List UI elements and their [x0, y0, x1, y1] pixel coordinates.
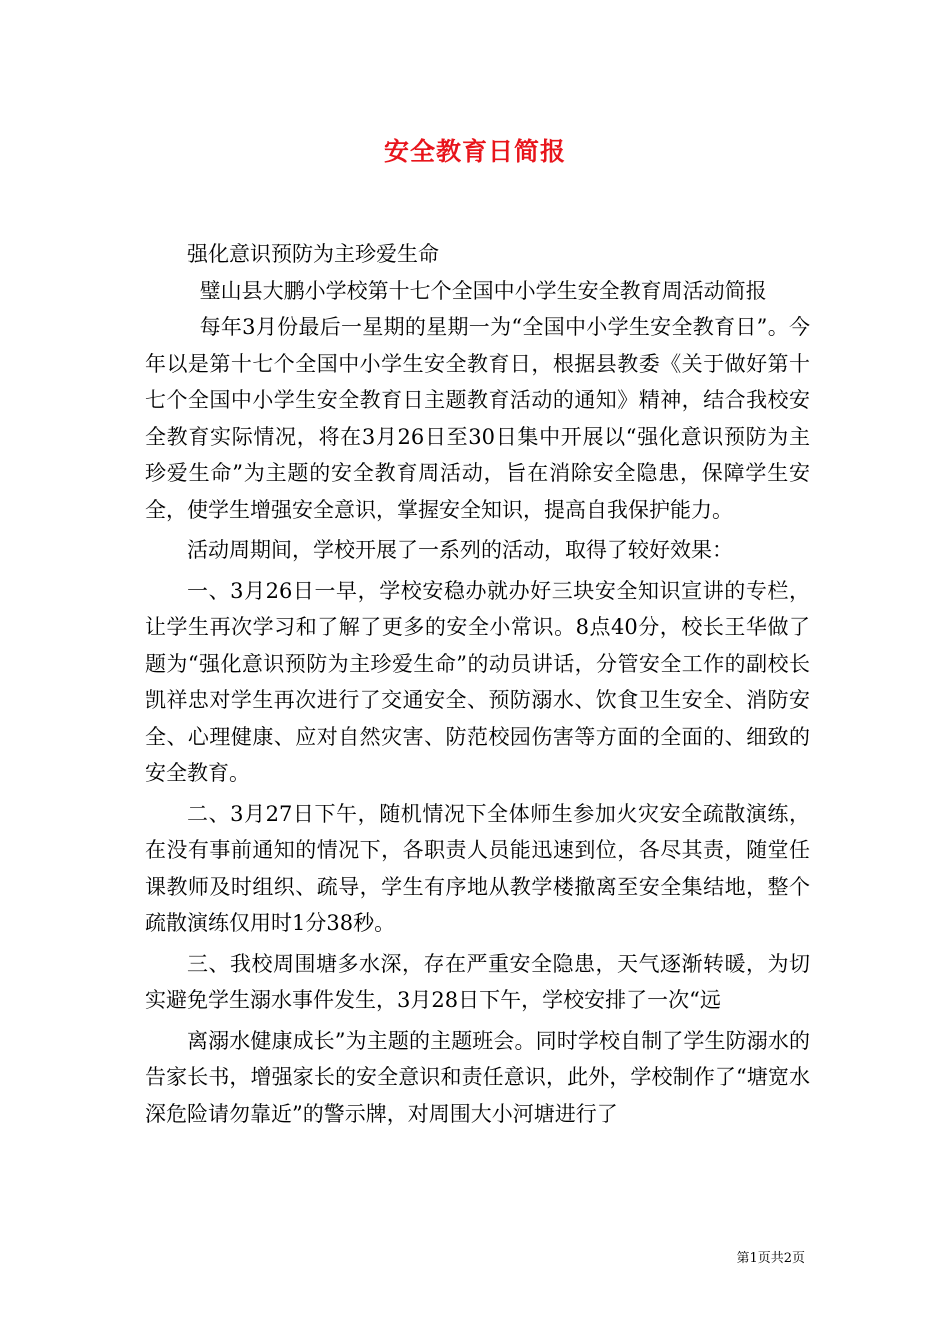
page-number: 第1页共2页 [736, 1251, 805, 1266]
report-heading: 璧山县大鹏小学校第十七个全国中小学生安全教育周活动简报 [199, 278, 767, 303]
paragraph-intro: 每年3月份最后一星期的星期一为“全国中小学生安全教育日”。今年以是第十七个全国中小学生安全教育日，根据县教委《关于做好第十七个全国中小学生安全教育日主题教育活动的通知》精神，结合我校安全教育实际情况，将在3月26日至30日集中开展以“强化意识预防为主珍爱生命”为主题的安全教育周活动，旨在消除安全隐患，保障学生安全，使学生增强安全意识，掌握安全知识，提高自我保护能力。 [145, 315, 810, 522]
paragraph-item-three: 三、我校周围塘多水深，存在严重安全隐患，天气逐渐转暖，为切实避免学生溺水事件发生，3月28日下午，学校安排了一次“远 [145, 951, 810, 1012]
paragraph-summary: 活动周期间，学校开展了一系列的活动，取得了较好效果： [187, 538, 733, 562]
subtitle-line: 强化意识预防为主珍爱生命 [187, 242, 439, 266]
document-title: 安全教育日简报 [383, 137, 566, 166]
paragraph-continuation: 离溺水健康成长”为主题的主题班会。同时学校自制了学生防溺水的告家长书，增强家长的安全意识和责任意识，此外，学校制作了“塘宽水深危险请勿靠近”的警示牌，对周围大小河塘进行了 [145, 1028, 810, 1126]
document-body [145, 236, 810, 1132]
paragraph-item-two: 二、3月27日下午，随机情况下全体师生参加火灾安全疏散演练，在没有事前通知的情况下，各职责人员能迅速到位，各尽其责，随堂任课教师及时组织、疏导，学生有序地从教学楼撤离至安全集结地，整个疏散演练仅用时1分38秒。 [145, 801, 810, 935]
paragraph-item-one: 一、3月26日一早，学校安稳办就办好三块安全知识宣讲的专栏，让学生再次学习和了解了更多的安全小常识。8点40分，校长王华做了题为“强化意识预防为主珍爱生命”的动员讲话，分管安全工作的副校长凯祥忠对学生再次进行了交通安全、预防溺水、饮食卫生安全、消防安全、心理健康、应对自然灾害、防范校园伤害等方面的全面的、细致的安全教育。 [145, 578, 810, 785]
